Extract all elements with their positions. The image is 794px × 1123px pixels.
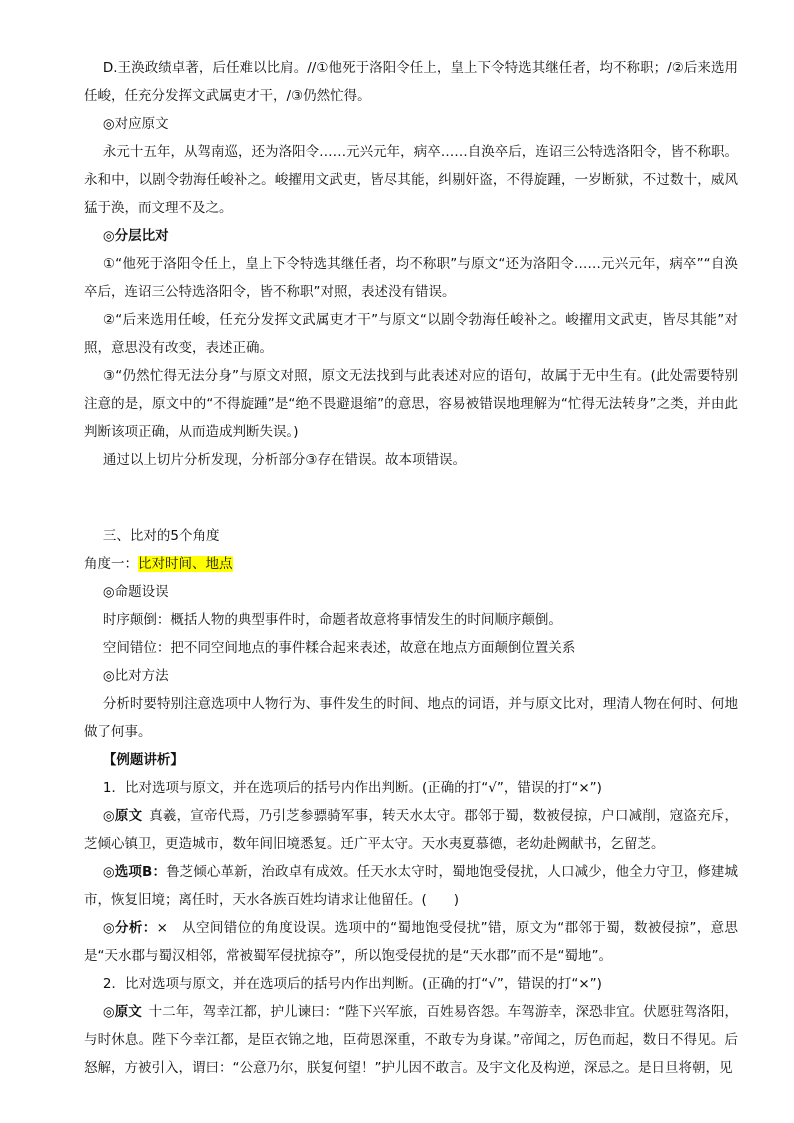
question-1-option-text: 鲁芝倾心革新，治政卓有成效。任天水太守时，蜀地饱受侵扰，人口减少，他全力守卫，修建城市，恢复旧境；离任时，天水各族百姓均请求让他留任。( ): [84, 864, 738, 908]
setup-space-misplacement: 空间错位：把不同空间地点的事件糅合起来表述，故意在地点方面颠倒位置关系: [102, 640, 576, 656]
question-2-original: [84, 998, 738, 1082]
angle-one-name-highlight: 比对时间、地点: [138, 556, 233, 572]
original-text-heading: ◎对应原文: [102, 116, 169, 132]
question-1-option-label: ◎选项B：: [102, 864, 167, 880]
layered-comparison-heading: ◎分层比对: [102, 228, 169, 244]
question-1-analysis: [84, 914, 738, 970]
section-title: 三、比对的5个角度: [102, 528, 220, 544]
question-1-original: [84, 802, 738, 858]
question-2-original-text: 十二年，驾幸江都，护儿谏曰：“陛下兴军旅，百姓易咨怨。车驾游幸，深恐非宜。伏愿驻驾洛阳，与时休息。陛下今幸江都，是臣衣锦之地，臣荷恩深重，不敢专为身谋。”帝闻之，厉色而起，数日不得见。后怒解，方被引入，谓曰：“公意乃尔，朕复何望！”护儿因不敢言。及宇文化及构逆，深忌之。是日旦将朝，见: [84, 1004, 739, 1076]
comparison-point-1: ①“他死于洛阳令任上，皇上下令特选其继任者，均不称职”与原文“还为洛阳令……元兴元年，病卒”“自涣卒后，连诏三公特选洛阳令，皆不称职”对照，表述没有错误。: [84, 256, 738, 300]
question-1-option: [84, 858, 738, 914]
angle-one-line: [84, 550, 738, 578]
question-1-analysis-text: × 从空间错位的角度设误。选项中的“蜀地饱受侵扰”错，原文为“郡邻于蜀，数被侵掠”，意思是“天水郡与蜀汉相邻，常被蜀军侵扰掠夺”，所以饱受侵扰的是“天水郡”而不是“蜀地”。: [84, 920, 738, 964]
question-1-prompt: 1．比对选项与原文，并在选项后的括号内作出判断。(正确的打“√”，错误的打“×”): [102, 780, 602, 796]
method-text: 分析时要特别注意选项中人物行为、事件发生的时间、地点的词语，并与原文比对，理清人物在何时、何地做了何事。: [84, 696, 738, 740]
question-1-original-label: ◎原文: [102, 808, 143, 824]
comparison-point-3: ③“仍然忙得无法分身”与原文对照，原文无法找到与此表述对应的语句，故属于无中生有。(此处需要特别注意的是，原文中的“不得旋踵”是“绝不畏避退缩”的意思，容易被错误地理解为“忙得无法转身”之类，并由此判断该项正确，从而造成判断失误。): [84, 368, 738, 440]
setup-time-reversal: 时序颠倒：概括人物的典型事件时，命题者故意将事情发生的时间顺序颠倒。: [102, 612, 562, 628]
method-heading: ◎比对方法: [102, 668, 169, 684]
section-spacer: [84, 474, 738, 522]
question-2-prompt: 2．比对选项与原文，并在选项后的括号内作出判断。(正确的打“√”，错误的打“×”): [102, 976, 602, 992]
option-d-text: D.王涣政绩卓著，后任难以比肩。//①他死于洛阳令任上，皇上下令特选其继任者，均不称职；/②后来选用任峻，任充分发挥文武属吏才干，/③仍然忙得。: [84, 60, 738, 104]
angle-one-label: 角度一：: [84, 556, 138, 572]
question-1-original-text: 真羲，宣帝代焉，乃引芝参骠骑军事，转天水太守。郡邻于蜀，数被侵掠，户口减削，寇盗充斥，芝倾心镇卫，更造城市，数年间旧境悉复。迁广平太守。天水夷夏慕德，老幼赴阙献书，乞留芝。: [84, 808, 739, 852]
comparison-conclusion: 通过以上切片分析发现，分析部分③存在错误。故本项错误。: [102, 452, 466, 468]
example-heading: 【例题讲析】: [102, 752, 184, 768]
setup-heading: ◎命题设误: [102, 584, 169, 600]
comparison-point-2: ②“后来选用任峻，任充分发挥文武属吏才干”与原文“以剧令勃海任峻补之。峻擢用文武吏，皆尽其能”对照，意思没有改变，表述正确。: [84, 312, 738, 356]
original-text-passage: 永元十五年，从驾南巡，还为洛阳令……元兴元年，病卒……自涣卒后，连诏三公特选洛阳令，皆不称职。永和中，以剧令勃海任峻补之。峻擢用文武吏，皆尽其能，纠剔奸盗，不得旋踵，一岁断狱，不过数十，威风猛于涣，而文理不及之。: [84, 144, 738, 216]
document-body: [84, 54, 738, 1082]
question-2-original-label: ◎原文: [102, 1004, 142, 1020]
question-1-analysis-label: ◎分析：: [102, 920, 157, 936]
